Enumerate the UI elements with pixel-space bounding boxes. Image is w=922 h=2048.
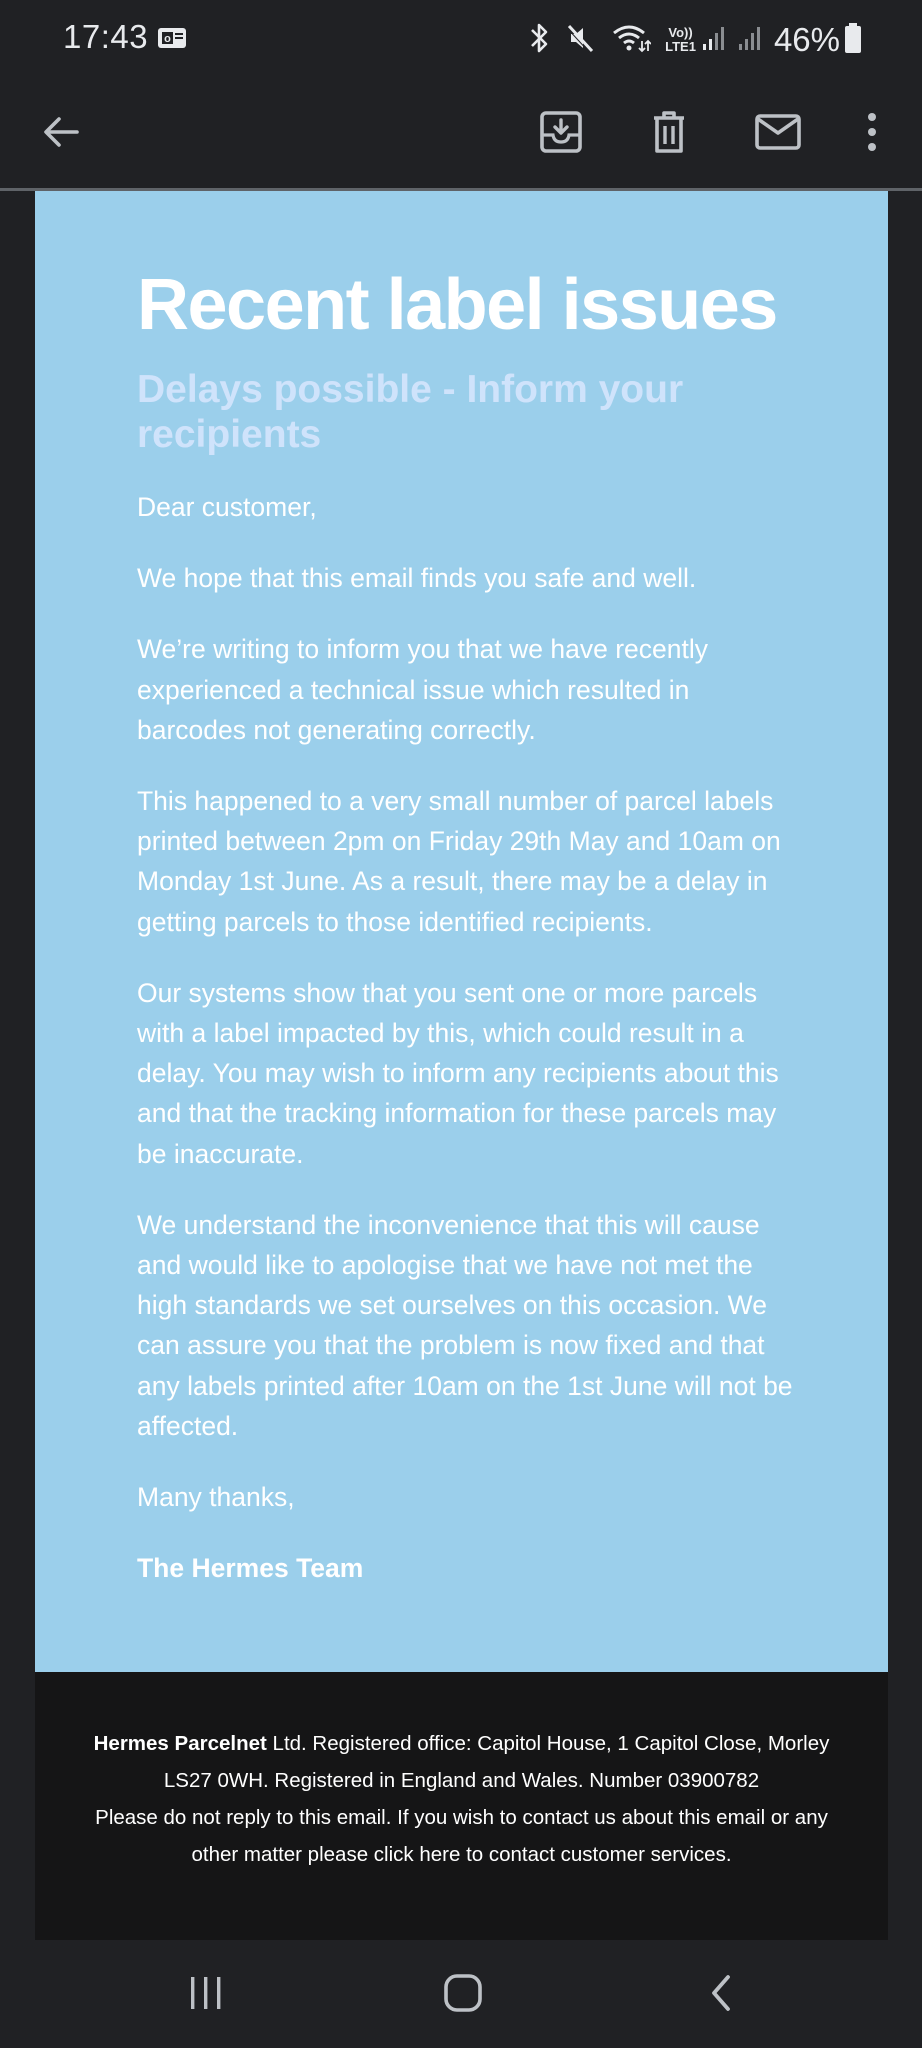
archive-button[interactable] bbox=[525, 98, 597, 170]
wifi-icon bbox=[611, 21, 651, 60]
archive-icon bbox=[538, 109, 584, 160]
greeting: Dear customer, bbox=[137, 492, 317, 522]
signoff-name: The Hermes Team bbox=[137, 1553, 364, 1584]
email-content bbox=[0, 191, 922, 1940]
signal-icon bbox=[702, 23, 724, 58]
battery-icon bbox=[844, 22, 862, 59]
more-options-icon bbox=[866, 112, 878, 157]
network-type-label bbox=[665, 26, 696, 54]
closing: Many thanks, bbox=[137, 1482, 295, 1513]
recent-apps-button[interactable] bbox=[171, 1960, 241, 2030]
body-paragraph: This happened to a very small number of parcel labels printed between 2pm on Friday 29th May and 10am on Monday 1st June. As a result, there may be a delay in getting parcels to those identified recipients. bbox=[137, 786, 781, 937]
system-nav-bar bbox=[0, 1940, 922, 2048]
network-label-bottom: LTE1 bbox=[665, 39, 696, 54]
footer-line bbox=[35, 1725, 888, 1762]
body-paragraph: We hope that this email finds you safe and well. bbox=[137, 563, 697, 594]
email-footer bbox=[35, 1672, 888, 1941]
mark-unread-icon bbox=[754, 113, 802, 156]
delete-button[interactable] bbox=[633, 98, 705, 170]
bluetooth-icon bbox=[527, 21, 551, 60]
status-icons bbox=[527, 18, 862, 62]
mute-icon bbox=[565, 21, 597, 60]
recent-apps-icon bbox=[186, 1973, 226, 2018]
notification-icon bbox=[156, 24, 188, 52]
body-paragraph: We’re writing to inform you that we have recently experienced a technical issue which resulted in barcodes not generating correctly. bbox=[137, 634, 708, 745]
back-icon bbox=[706, 1972, 736, 2019]
svg-text:o: o bbox=[164, 33, 171, 45]
company-details: Ltd. Registered office: Capitol House, 1 Capitol Close, Morley bbox=[266, 1732, 830, 1755]
back-button[interactable] bbox=[25, 98, 97, 170]
email-body bbox=[137, 487, 797, 1619]
contact-customer-services-link[interactable]: other matter please click here to contact customer services. bbox=[191, 1843, 732, 1866]
home-button[interactable] bbox=[428, 1960, 498, 2030]
mark-unread-button[interactable] bbox=[742, 98, 814, 170]
footer-text bbox=[35, 1725, 888, 1873]
status-time: 17:43 bbox=[63, 18, 149, 55]
body-paragraph: We understand the inconvenience that this will cause and would like to apologise that we have not met the high standards we set ourselves on this occasion. We can assure you that the problem is now fixed and that any labels printed after 10am on the 1st June will not be affected. bbox=[137, 1209, 793, 1441]
footer-line: LS27 0WH. Registered in England and Wales. Number 03900782 bbox=[163, 1769, 760, 1792]
network-label-top: Vo)) bbox=[668, 25, 693, 40]
email-card bbox=[35, 191, 888, 1672]
email-toolbar bbox=[0, 80, 922, 188]
email-title: Recent label issues bbox=[137, 265, 777, 345]
more-options-button[interactable] bbox=[836, 98, 908, 170]
back-arrow-icon bbox=[39, 110, 83, 159]
company-name: Hermes Parcelnet bbox=[93, 1732, 267, 1755]
delete-icon bbox=[649, 109, 689, 160]
email-subtitle: Delays possible - Inform your recipients bbox=[137, 368, 684, 456]
signal-icon bbox=[738, 23, 760, 58]
body-paragraph: Our systems show that you sent one or more parcels with a label impacted by this, which could result in a delay. You may wish to inform any recipients about this and that the tracking information for these parcels may be inaccurate. bbox=[137, 977, 779, 1169]
footer-line: Please do not reply to this email. If you wish to contact us about this email or any bbox=[95, 1806, 828, 1829]
battery-percent: 46% bbox=[773, 21, 840, 58]
home-icon bbox=[442, 1972, 484, 2019]
nav-back-button[interactable] bbox=[686, 1960, 756, 2030]
status-bar bbox=[0, 0, 922, 80]
